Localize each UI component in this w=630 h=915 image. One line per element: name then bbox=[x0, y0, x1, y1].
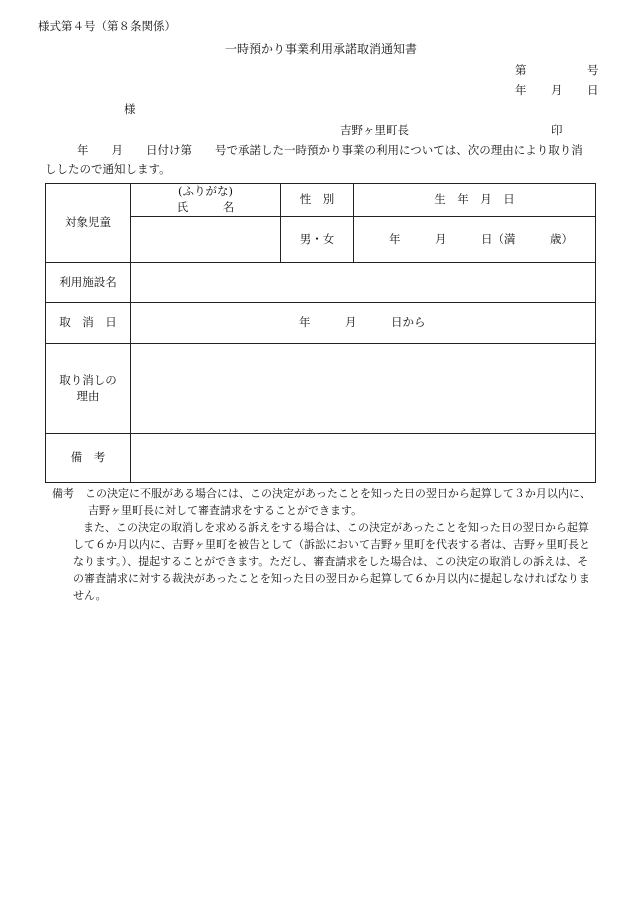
reason-field[interactable] bbox=[131, 344, 596, 434]
cancellation-form-table bbox=[45, 183, 596, 483]
issuer-name: 吉野ヶ里町長 bbox=[340, 123, 409, 137]
seal-mark: 印 bbox=[551, 123, 563, 137]
name-label: 氏 名 bbox=[176, 200, 235, 214]
notes-paragraph-1: 備考 この決定に不服がある場合には、この決定があったことを知った日の翌日から起算して３か月以内に、吉野ヶ里町長に対して審査請求をすることができます。 bbox=[52, 487, 591, 517]
furigana-name-cell bbox=[131, 184, 281, 217]
furigana-label: (ふりがな) bbox=[178, 184, 233, 199]
facility-field[interactable] bbox=[131, 263, 596, 303]
notes-label: 備考 bbox=[52, 487, 74, 500]
document-title: 一時預かり事業利用承諾取消通知書 bbox=[225, 42, 418, 56]
body-text-line-1: 年 月 日付け第 号で承諾した一時預かり事業の利用については、次の理由により取り消 bbox=[77, 143, 583, 157]
notes-section bbox=[52, 485, 597, 604]
gender-options[interactable]: 男・女 bbox=[281, 217, 354, 263]
reason-label: 取り消しの 理由 bbox=[46, 344, 131, 434]
remarks-label: 備 考 bbox=[46, 434, 131, 483]
birth-date-label: 生 年 月 日 bbox=[354, 184, 596, 217]
cancel-date-field[interactable]: 年 月 日から bbox=[131, 303, 596, 344]
notes-paragraph-2: また、この決定の取消しを求める訴えをする場合は、この決定があったことを知った日の翌日から起算して６か月以内に、吉野ヶ里町を被告として（訴訟において吉野ヶ里町を代表する者は、吉野ヶ里町長となります。）、提起することができます。ただし、審査請求をした場合は、この決定の取消しの訴えは、その審査請求に対する裁決があったことを知った日の翌日から起算して６か月以内に提起しなければなりません。 bbox=[73, 521, 590, 602]
child-label: 対象児童 bbox=[46, 184, 131, 263]
child-name-field[interactable] bbox=[131, 217, 281, 263]
recipient-suffix: 様 bbox=[124, 102, 136, 116]
cancel-date-label: 取 消 日 bbox=[46, 303, 131, 344]
body-text-line-2: ししたので通知します。 bbox=[45, 162, 171, 176]
form-number: 様式第４号（第８条関係） bbox=[38, 19, 176, 33]
date-month: 月 bbox=[551, 83, 563, 97]
remarks-field[interactable] bbox=[131, 434, 596, 483]
facility-label: 利用施設名 bbox=[46, 263, 131, 303]
date-day: 日 bbox=[587, 83, 599, 97]
doc-number-suffix: 号 bbox=[587, 63, 599, 77]
doc-number-prefix: 第 bbox=[515, 63, 527, 77]
gender-label: 性 別 bbox=[281, 184, 354, 217]
birth-date-field[interactable]: 年 月 日（満 歳） bbox=[354, 217, 596, 263]
date-year: 年 bbox=[515, 83, 527, 97]
